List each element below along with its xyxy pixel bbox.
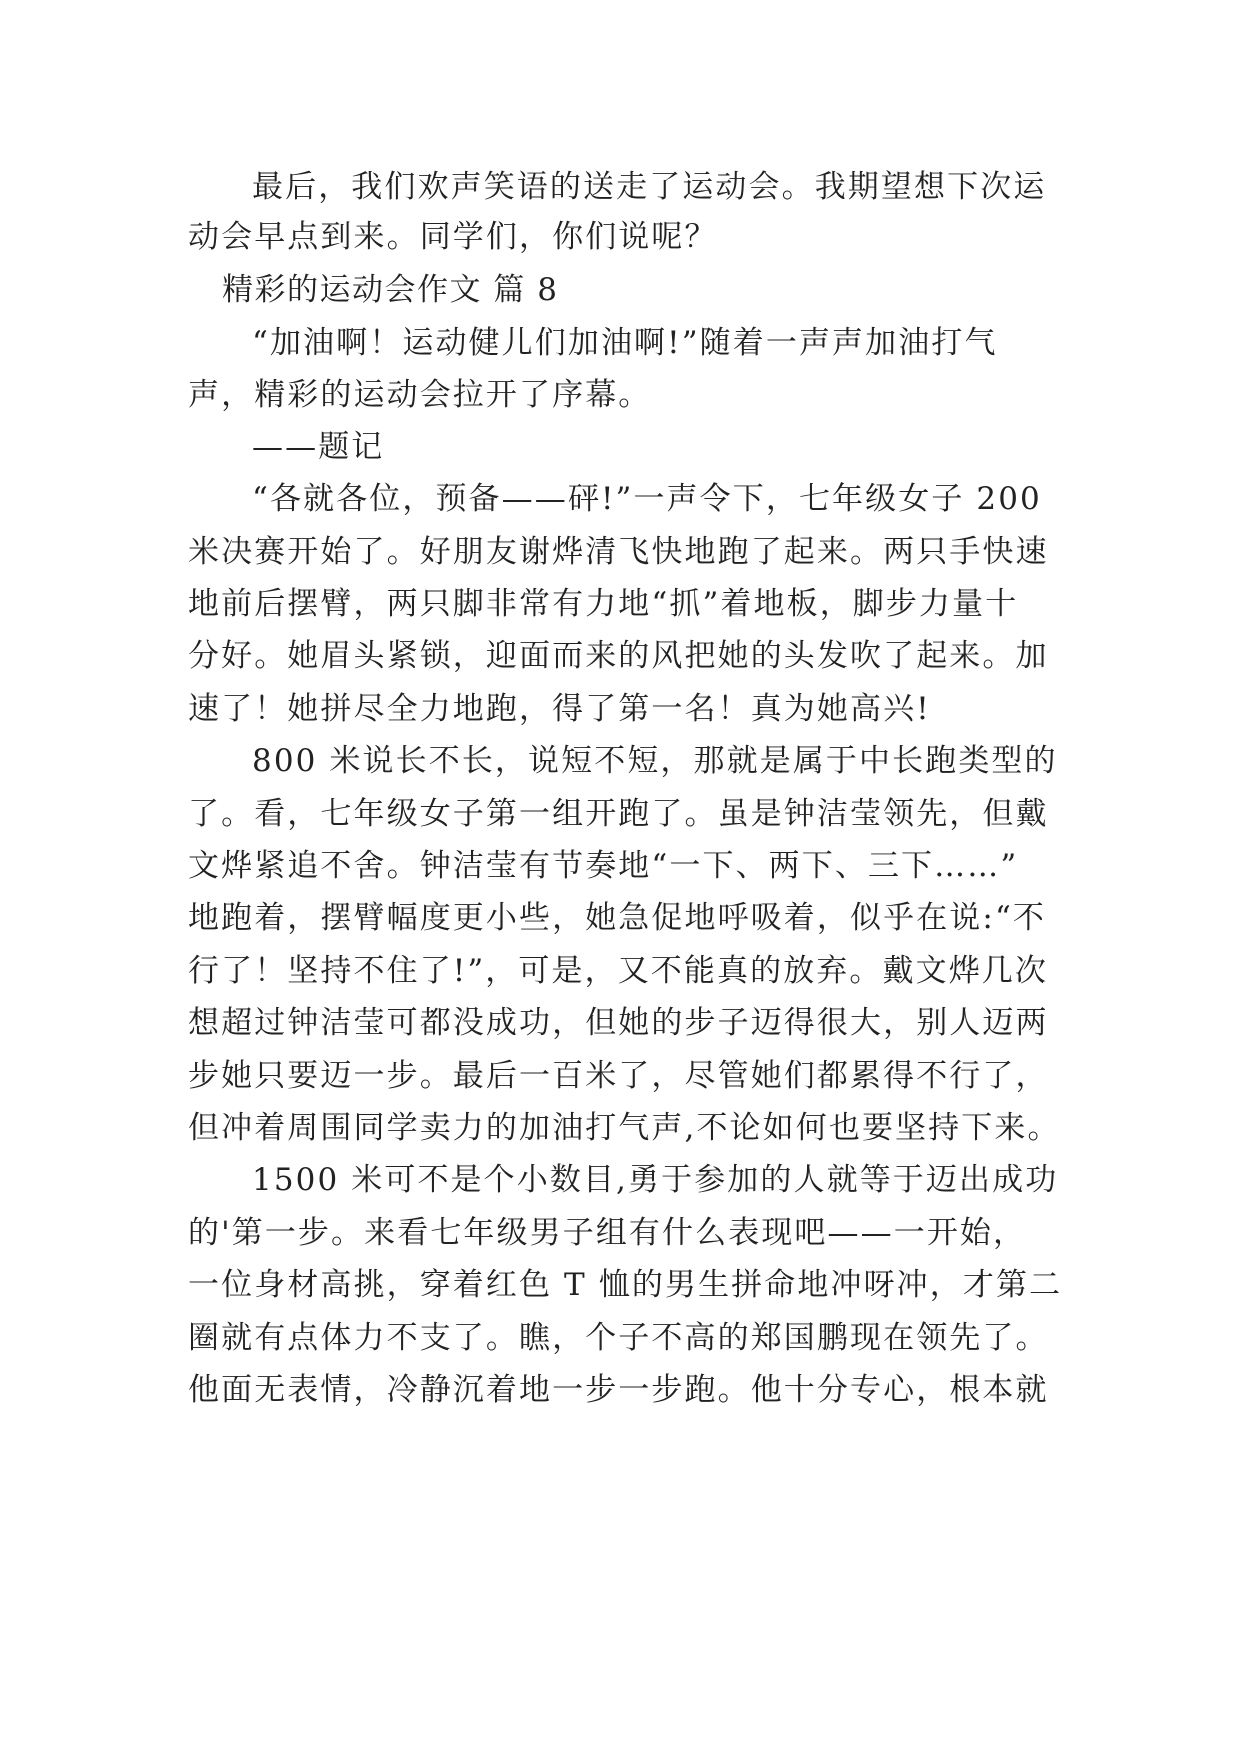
text-line: 的'第一步。来看七年级男子组有什么表现吧——一开始， bbox=[188, 1215, 1027, 1251]
text-line: 动会早点到来。同学们，你们说呢？ bbox=[188, 219, 718, 255]
text-line: 一位身材高挑，穿着红色 T 恤的男生拼命地冲呀冲，才第二 bbox=[188, 1267, 1063, 1303]
section-heading: 精彩的运动会作文 篇 8 bbox=[222, 272, 559, 308]
text-line: 地前后摆臂，两只脚非常有力地“抓”着地板，脚步力量十 bbox=[188, 586, 1019, 622]
text-line: 800 米说长不长，说短不短，那就是属于中长跑类型的 bbox=[252, 743, 1058, 779]
text-line: ——题记 bbox=[252, 429, 385, 465]
text-line: 了。看，七年级女子第一组开跑了。虽是钟洁莹领先，但戴 bbox=[188, 796, 1049, 832]
text-line: 速了！她拼尽全力地跑，得了第一名！真为她高兴! bbox=[188, 691, 931, 727]
text-line: 声，精彩的运动会拉开了序幕。 bbox=[188, 377, 652, 413]
text-line: 1500 米可不是个小数目,勇于参加的人就等于迈出成功 bbox=[252, 1162, 1059, 1198]
text-line: 地跑着，摆臂幅度更小些，她急促地呼吸着，似乎在说:“不 bbox=[188, 900, 1046, 936]
text-line: “加油啊！运动健儿们加油啊!”随着一声声加油打气 bbox=[252, 325, 998, 361]
text-line: “各就各位，预备——砰!”一声令下，七年级女子 200 bbox=[252, 481, 1042, 517]
text-line: 圈就有点体力不支了。瞧，个子不高的郑国鹏现在领先了。 bbox=[188, 1320, 1049, 1356]
text-line: 文烨紧追不舍。钟洁莹有节奏地“一下、两下、三下……” bbox=[188, 848, 1019, 884]
text-line: 分好。她眉头紧锁，迎面而来的风把她的头发吹了起来。加 bbox=[188, 638, 1049, 674]
text-line: 行了！坚持不住了!”，可是，又不能真的放弃。戴文烨几次 bbox=[188, 953, 1049, 989]
text-line: 步她只要迈一步。最后一百米了，尽管她们都累得不行了， bbox=[188, 1058, 1049, 1094]
text-line: 想超过钟洁莹可都没成功，但她的步子迈得很大，别人迈两 bbox=[188, 1005, 1049, 1041]
text-line: 最后，我们欢声笑语的送走了运动会。我期望想下次运 bbox=[252, 169, 1047, 205]
text-line: 但冲着周围同学卖力的加油打气声,不论如何也要坚持下来。 bbox=[188, 1110, 1061, 1146]
text-line: 他面无表情，冷静沉着地一步一步跑。他十分专心，根本就 bbox=[188, 1372, 1049, 1408]
text-line: 米决赛开始了。好朋友谢烨清飞快地跑了起来。两只手快速 bbox=[188, 534, 1049, 570]
